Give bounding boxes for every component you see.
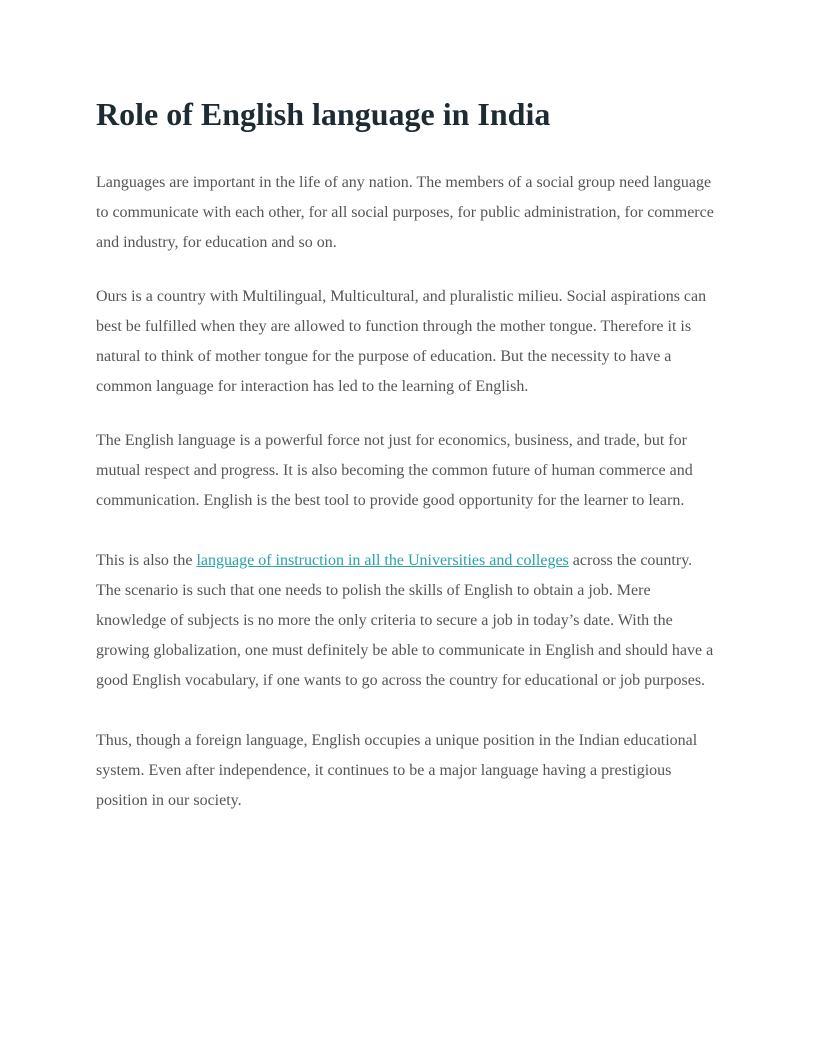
paragraph-multilingual-country: Ours is a country with Multilingual, Multicultural, and pluralistic milieu. Social aspirations can best be fulfilled when they are allowed to function through the mother tongue. Therefore it is natural to think of mother tongue for the purpose of education. But the necessity to have a common language for interaction has led to the learning of English.: [96, 288, 707, 395]
paragraph-text-before-link: This is also the: [96, 552, 197, 569]
paragraph-unique-position: Thus, though a foreign language, English occupies a unique position in the Indian educational system. Even after independence, it continues to be a major language having a prestigious position in our society.: [96, 732, 698, 809]
paragraph-english-powerful-force: The English language is a powerful force not just for economics, business, and trade, but for mutual respect and progress. It is also becoming the common future of human commerce and communication. English is the best tool to provide good opportunity for the learner to learn.: [96, 432, 693, 509]
universities-colleges-link[interactable]: language of instruction in all the Universities and colleges: [196, 552, 569, 569]
page-title: Role of English language in India: [96, 96, 551, 132]
paragraph-importance-of-language: Languages are important in the life of any nation. The members of a social group need language to communicate with each other, for all social purposes, for public administration, for commerce and industry, for education and so on.: [96, 174, 714, 251]
paragraph-text-after-link: across the country. The scenario is such that one needs to polish the skills of English to obtain a job. Mere knowledge of subjects is no more the only criteria to secure a job in today’s date. With the growing globalization, one must definitely be able to communicate in English and should have a good English vocabulary, if one wants to go across the country for educational or job purposes.: [96, 552, 714, 689]
document-page: [96, 90, 720, 816]
paragraph-language-of-instruction: [96, 546, 720, 696]
